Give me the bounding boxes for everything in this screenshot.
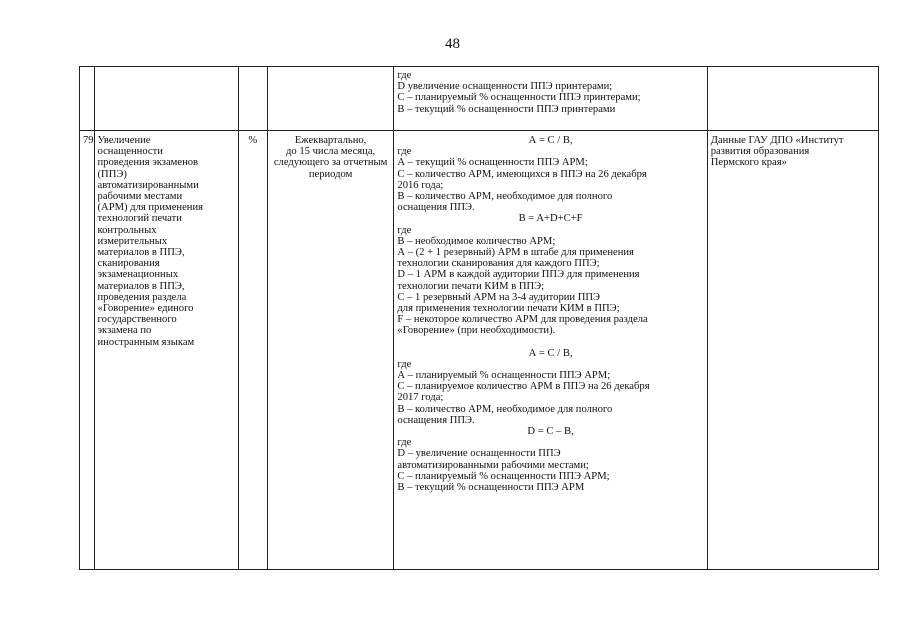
indicator-line: Увеличение (97, 135, 151, 146)
method-line: В – необходимое количество АРМ; (397, 235, 556, 247)
indicator-line: проведения раздела (97, 291, 187, 303)
cell-indicator (94, 67, 238, 131)
method-line: где (397, 70, 412, 81)
method-line: технологии печати КИМ в ППЭ; (397, 280, 545, 292)
method-line: С – количество АРМ, имеющихся в ППЭ на 26 декабря (397, 168, 647, 180)
cell-periodicity (267, 131, 394, 570)
method-line: D – 1 АРМ в каждой аудитории ППЭ для применения (397, 269, 640, 281)
cell-indicator (94, 131, 238, 570)
cell-periodicity (267, 67, 394, 131)
method-line: А – планируемый % оснащенности ППЭ АРМ; (397, 370, 611, 382)
cell-unit: % (238, 131, 267, 570)
indicator-line: проведения экзаменов (97, 157, 199, 169)
cell-source (707, 67, 878, 131)
method-line: где (397, 146, 412, 158)
cell-method (394, 67, 707, 131)
indicator-line: измерительных (97, 235, 168, 247)
indicator-line: сканирования (97, 258, 160, 270)
periodicity-line: периодом (308, 168, 353, 180)
method-line: автоматизированными рабочими местами; (397, 459, 589, 471)
method-line: В – количество АРМ, необходимое для полного (397, 191, 613, 203)
table-row-continuation (80, 67, 879, 131)
method-line: С – планируемый % оснащенности ППЭ АРМ; (397, 470, 610, 482)
cell-source (707, 131, 878, 570)
formula-line: А = С / В, (528, 347, 573, 359)
formula-line: B = A+D+C+F (518, 213, 583, 225)
method-line: D увеличение оснащенности ППЭ принтерами; (397, 81, 613, 93)
method-line: где (397, 437, 412, 449)
periodicity-line: Ежеквартально, (294, 135, 367, 146)
method-line: оснащения ППЭ. (397, 202, 475, 214)
cell-number: 79 (80, 131, 95, 570)
indicators-table (79, 66, 879, 570)
table-row-79 (80, 131, 879, 570)
method-line: В – текущий % оснащенности ППЭ принтерами (397, 103, 616, 115)
indicator-line: автоматизированными (97, 179, 199, 191)
method-line: А – (2 + 1 резервный) АРМ в штабе для применения (397, 247, 634, 259)
method-line: 2016 года; (397, 179, 444, 191)
page-number: 48 (445, 36, 460, 52)
indicator-line: рабочими местами (97, 191, 183, 203)
formula-line: D = С – В, (527, 426, 574, 438)
method-line: С – планируемый % оснащенности ППЭ принтерами; (397, 92, 641, 104)
indicator-line: государственного (97, 314, 177, 326)
indicator-line: «Говорение» единого (97, 303, 194, 315)
method-line: оснащения ППЭ. (397, 414, 475, 426)
indicator-line: технологий печати (97, 213, 182, 225)
cell-unit (238, 67, 267, 131)
source-line: развития образования (710, 146, 810, 158)
indicator-line: экзамена по (97, 325, 152, 337)
indicator-line: материалов в ППЭ, (97, 280, 185, 292)
indicator-line: оснащенности (97, 146, 163, 158)
method-line: F – некоторое количество АРМ для проведения раздела (397, 314, 648, 326)
source-line: Пермского края» (710, 157, 787, 169)
method-line: В – текущий % оснащенности ППЭ АРМ (397, 482, 585, 494)
periodicity-line: следующего за отчетным (273, 157, 388, 169)
method-line: технологии сканирования для каждого ППЭ; (397, 258, 600, 270)
method-line: 2017 года; (397, 392, 444, 404)
indicator-line: иностранным языкам (97, 336, 195, 348)
method-line: «Говорение» (при необходимости). (397, 325, 556, 337)
method-line: В – количество АРМ, необходимое для полного (397, 403, 613, 415)
formula-line: А = С / В, (528, 135, 573, 146)
cell-method (394, 131, 707, 570)
indicator-line: материалов в ППЭ, (97, 247, 185, 259)
method-line: А – текущий % оснащенности ППЭ АРМ; (397, 157, 588, 169)
method-line: где (397, 224, 412, 236)
method-line: С – 1 резервный АРМ на 3-4 аудитории ППЭ (397, 291, 601, 303)
indicator-line: контрольных (97, 224, 157, 236)
indicator-line: экзаменационных (97, 269, 179, 281)
indicator-line: (АРМ) для применения (97, 202, 204, 214)
cell-number (80, 67, 95, 131)
method-line: D – увеличение оснащенности ППЭ (397, 448, 561, 460)
periodicity-line: до 15 числа месяца, (286, 146, 376, 158)
method-line: для применения технологии печати КИМ в ППЭ; (397, 303, 620, 315)
source-line: Данные ГАУ ДПО «Институт (710, 135, 844, 146)
spacer (397, 337, 703, 348)
indicator-line: (ППЭ) (97, 168, 127, 180)
method-line: где (397, 358, 412, 370)
method-line: С – планируемое количество АРМ в ППЭ на 26 декабря (397, 381, 650, 393)
